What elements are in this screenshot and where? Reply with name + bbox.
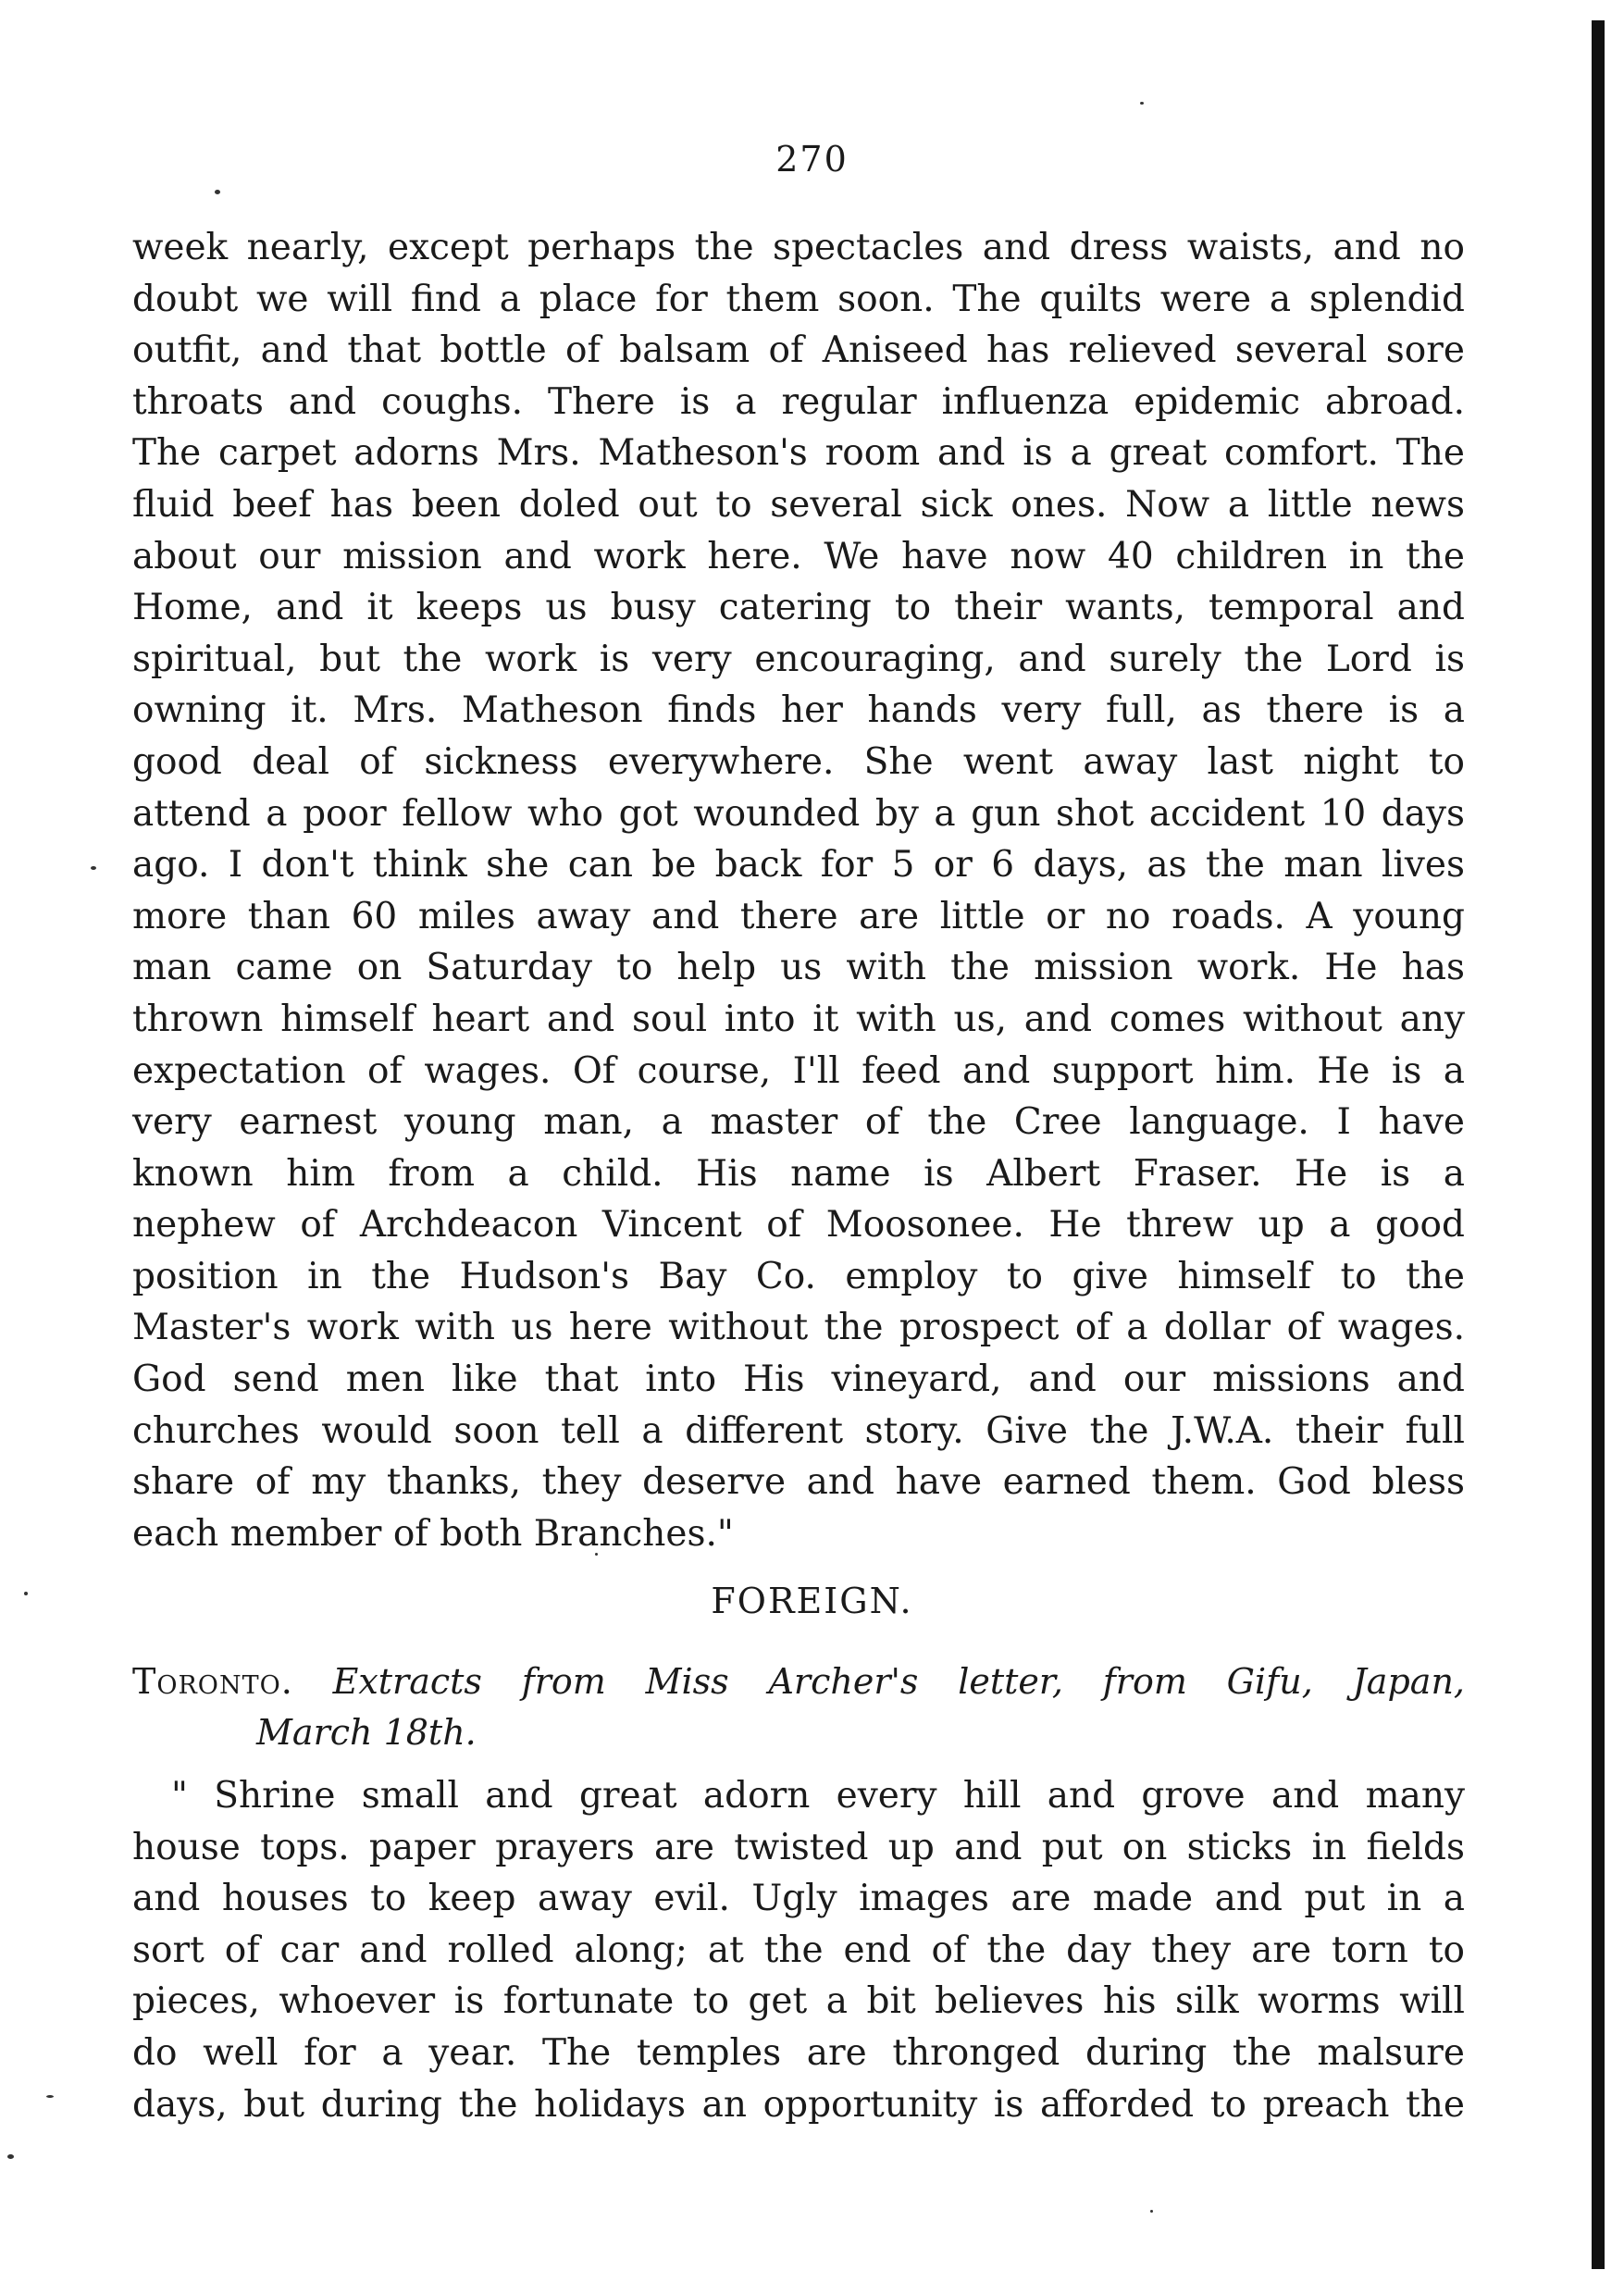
text-line: doubt we will find a place for them soon. The quilts were a splendid [132,278,1465,320]
dateline-first-line [132,1656,1465,1707]
text-line: ago. I don't think she can be back for 5 or 6 days, as the man lives [132,844,1465,887]
text-line: more than 60 miles away and there are little or no roads. A young [132,895,1465,937]
text-line: share of my thanks, they deserve and have earned them. God bless [132,1461,1465,1504]
text-line: position in the Hudson's Bay Co. employ to give himself to the [132,1255,1465,1297]
text-line: house tops. paper prayers are twisted up and put on sticks in fields [132,1826,1465,1868]
text-line: throats and coughs. There is a regular influenza epidemic abroad. [132,380,1465,423]
letter-dateline [132,1656,1465,1758]
text-line: " Shrine small and great adorn every hill and grove and many [171,1775,1465,1817]
dateline-date: March 18th. [256,1712,477,1753]
text-line: God send men like that into His vineyard, and our missions and [132,1358,1465,1401]
text-line: sort of car and rolled along; at the end of the day they are torn to [132,1929,1465,1971]
text-line: expectation of wages. Of course, I'll feed and support him. He is a [132,1049,1465,1092]
text-line: churches would soon tell a different story. Give the J.W.A. their full [132,1409,1465,1452]
scan-speck [46,2095,54,2098]
text-line: fluid beef has been doled out to several sick ones. Now a little news [132,483,1465,526]
scan-speck [1150,2210,1153,2213]
text-line: week nearly, except perhaps the spectacles and dress waists, and no [132,227,1465,268]
text-line: thrown himself heart and soul into it with us, and comes without any [132,998,1465,1040]
text-line: Home, and it keeps us busy catering to their wants, temporal and [132,587,1465,629]
text-line: very earnest young man, a master of the Cree language. I have [132,1101,1465,1144]
text-line: man came on Saturday to help us with the mission work. He has [132,947,1465,989]
text-line: spiritual, but the work is very encouraging, and surely the Lord is [132,638,1465,680]
text-line: outfit, and that bottle of balsam of Aniseed has relieved several sore [132,329,1465,372]
foreign-letter-text [132,1770,1465,2130]
scan-speck [7,2154,14,2159]
text-line: and houses to keep away evil. Ugly images are made and put in a [132,1878,1465,1920]
text-line: nephew of Archdeacon Vincent of Moosonee. He threw up a good [132,1204,1465,1247]
scan-speck [91,866,96,870]
text-line: attend a poor fellow who got wounded by a gun shot accident 10 days [132,792,1465,835]
text-line: good deal of sickness everywhere. She went away last night to [132,740,1465,783]
text-line: owning it. Mrs. Matheson finds her hands very full, as there is a [132,689,1465,732]
page-number: 270 [775,139,849,180]
dateline-extract-title: Extracts from Miss Archer's letter, from Gifu, Japan, [332,1661,1465,1702]
text-line: do well for a year. The temples are thronged during the malsure [132,2031,1465,2074]
text-line: Master's work with us here without the prospect of a dollar of wages. [132,1307,1465,1349]
text-line: The carpet adorns Mrs. Matheson's room and is a great comfort. The [132,432,1465,475]
text-line: about our mission and work here. We have now 40 children in the [132,535,1465,577]
text-line: each member of both Branches." [132,1512,734,1555]
dateline-place: Toronto. [132,1661,293,1702]
text-line: pieces, whoever is fortunate to get a bit believes his silk worms will [132,1980,1465,2023]
section-heading: FOREIGN. [711,1581,913,1621]
text-line: days, but during the holidays an opportunity is afforded to preach the [132,2083,1465,2126]
scan-edge-border [1592,20,1605,2269]
scan-speck [1140,102,1144,105]
text-line: known him from a child. His name is Albert Fraser. He is a [132,1152,1465,1195]
scan-speck [215,190,220,194]
letter-text-continued [132,222,1465,1559]
